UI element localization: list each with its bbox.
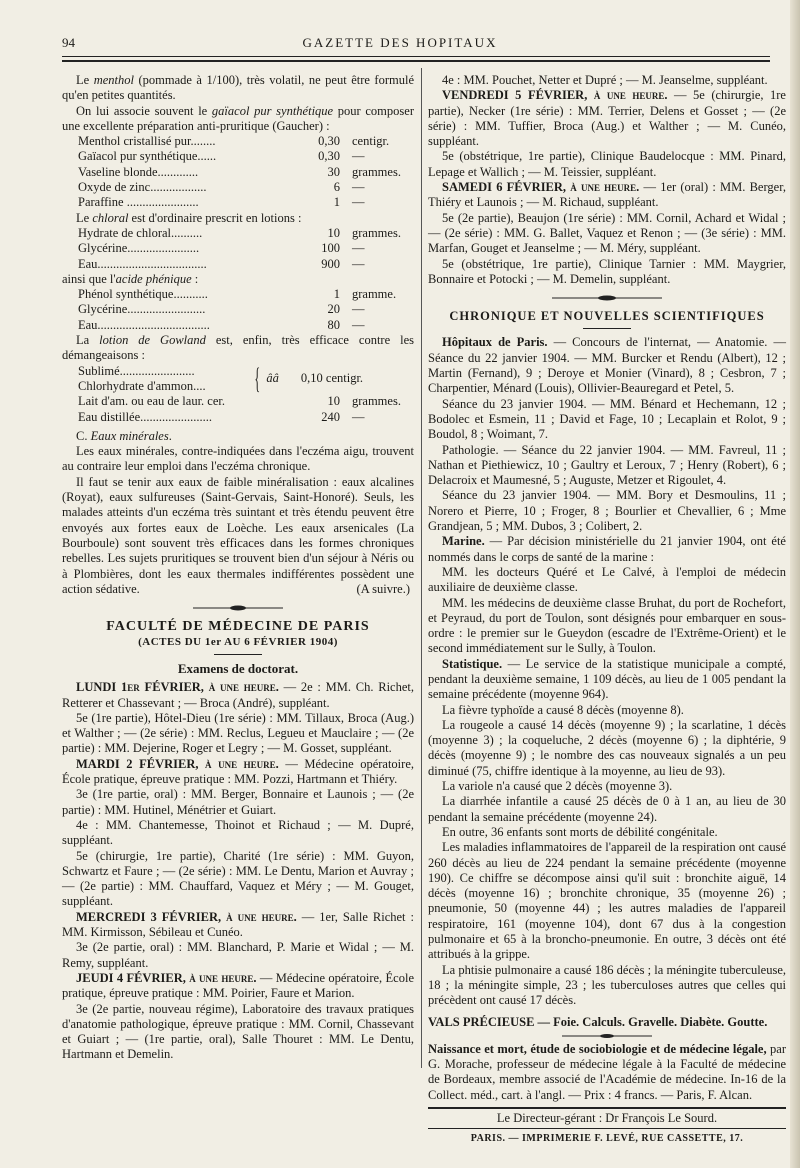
ingredient-unit: — — [352, 180, 365, 195]
gaiacol-paragraph: On lui associe souvent le gaïacol pur synthétique pour composer une excellente préparation anti-pruritique (Gaucher) : — [62, 103, 414, 133]
exam-paragraph — [62, 971, 414, 1002]
paragraph-text: La variole n'a causé que 2 décès (moyenne 3). — [442, 779, 673, 794]
exam-paragraph — [62, 910, 414, 941]
ingredient-name: Phénol synthétique........... — [78, 287, 208, 302]
column-divider — [421, 68, 422, 1068]
news-heading: Marine. — [442, 534, 485, 549]
ingredient-quantity: 30 — [327, 164, 340, 179]
gowland-paragraph: La lotion de Gowland est, enfin, très efficace contre les démangeaisons : — [62, 333, 414, 363]
day-heading: JEUDI 4 FÉVRIER, à une heure. — [76, 970, 257, 985]
paragraph-text: 3e (2e partie, oral) : MM. Blanchard, P. Marie et Widal ; — M. Remy, suppléant. — [62, 940, 414, 970]
paragraph-text: Pathologie. — Séance du 22 janvier 1904. — MM. Favreul, 11 ; Nathan et Piethiewicz, 10 ; Gaultry et Leroux, 7 ; Henry (Robert), 6 ; Delacroix et Maumesné, 5 ; Auguste, Metzer et Rigoulet, 4. — [428, 442, 786, 488]
brace-label: ââ — [266, 371, 279, 386]
recipe-gowland-braced — [62, 361, 414, 395]
exam-paragraph — [428, 211, 786, 257]
paragraph-text: MM. les docteurs Quéré et Le Calvé, à l'emploi de médecin auxiliaire de deuxième classe. — [428, 564, 786, 595]
chloral-paragraph: Le chloral est d'ordinaire prescrit en lotions : — [76, 210, 302, 225]
ingredient-name: Lait d'am. ou eau de laur. cer. — [78, 394, 225, 409]
ingredient-quantity: 10 — [327, 225, 340, 240]
news-heading: Statistique. — [442, 656, 503, 671]
ingredient-name: Sublimé........................ — [78, 363, 195, 378]
exam-paragraph — [62, 757, 414, 788]
recipe-row — [78, 226, 414, 241]
news-paragraph — [428, 825, 786, 840]
recipe-row — [78, 394, 414, 409]
exam-paragraph — [62, 940, 414, 971]
faculte-title: FACULTÉ DE MÉDECINE DE PARIS — [106, 619, 370, 635]
ingredient-name: Oxyde de zinc.................. — [78, 180, 207, 195]
eaux-paragraph-1: Les eaux minérales, contre-indiquées dans l'eczéma aigu, trouvent au contraire leur emploi dans l'eczéma chronique. — [62, 444, 414, 474]
short-rule — [214, 654, 262, 655]
ornament-rule — [193, 605, 283, 611]
news-paragraph — [428, 565, 786, 596]
exam-paragraph — [62, 711, 414, 757]
exam-listing-continued — [428, 73, 786, 287]
recipe-chloral — [62, 226, 414, 272]
paragraph-text: 3e (1re partie, oral) : MM. Berger, Bonnaire et Launois ; — (2e partie) : MM. Hutinel, Ménétrier et Guiart. — [62, 787, 414, 817]
recipe-row — [78, 364, 248, 379]
day-heading: VENDREDI 5 FÉVRIER, à une heure. — [442, 88, 668, 103]
ingredient-unit: — — [352, 241, 365, 256]
ingredient-unit: — — [352, 195, 365, 210]
phenique-paragraph: ainsi que l'acide phénique : — [62, 271, 199, 286]
chronique-title: CHRONIQUE ET NOUVELLES SCIENTIFIQUES — [449, 309, 765, 324]
paragraph-text: 4e : MM. Pouchet, Netter et Dupré ; — M. Jeanselme, suppléant. — [442, 73, 768, 87]
news-paragraph — [428, 534, 786, 565]
recipe-row — [78, 165, 414, 180]
recipe-row — [78, 410, 414, 425]
ingredient-quantity: 100 — [321, 241, 340, 256]
recipe-row — [78, 149, 414, 164]
right-column — [428, 73, 786, 1147]
news-paragraph — [428, 443, 786, 489]
paragraph-text: La phtisie pulmonaire a causé 186 décès ; la méningite tuberculeuse, 18 ; la méningite simple, 23 ; les tuberculoses autres que celles qui précèdent ont causé 17 décès. — [428, 962, 786, 1008]
ingredient-quantity: 10 — [327, 394, 340, 409]
brace-quantity: 0,10 centigr. — [300, 371, 364, 386]
header-rule — [62, 56, 770, 57]
ingredient-quantity: 80 — [327, 317, 340, 332]
chronique-paragraphs — [428, 335, 786, 1008]
ingredient-unit: grammes. — [352, 164, 401, 179]
exam-paragraph — [428, 88, 786, 149]
news-paragraph — [428, 657, 786, 703]
ingredient-quantity: 240 — [321, 409, 340, 424]
paragraph-text: — Concours de l'internat, — Anatomie. — Séance du 22 janvier 1904. — MM. Burcker et Rendu (Albert), 12 ; Martin (Fernand), 9 ; Deroye et Monier (Vinard), 8 ; Cesbron, 7 ; Charpentier, Ménard (Louis), Ollivier-Beauregard et Petel, 5. — [428, 335, 786, 396]
ingredient-unit: gramme. — [352, 287, 397, 302]
news-paragraph — [428, 794, 786, 825]
ingredient-unit: grammes. — [352, 394, 401, 409]
ingredient-unit: — — [352, 256, 365, 271]
paragraph-text: En outre, 36 enfants sont morts de débilité congénitale. — [442, 824, 718, 839]
ingredient-name: Menthol cristallisé pur........ — [78, 134, 216, 149]
ingredient-name: Eau.................................... — [78, 317, 210, 332]
book-notice: Naissance et mort, étude de sociobiologie et de médecine légale, par G. Morache, professeur de médecine légale à la Faculté de médecine de Bordeaux, membre associé de l'Académie de médecine. In-16 de la Collect. méd., cart. à l'angl. — Prix : 4 francs. — Paris, F. Alcan. — [428, 1041, 787, 1102]
recipe-row — [78, 241, 414, 256]
examens-title: Examens de doctorat. — [177, 660, 299, 676]
paragraph-text: 5e (obstétrique, 1re partie), Clinique Tarnier : MM. Maygrier, Bonnaire et Potocki ; — M. Demelin, suppléant. — [428, 256, 786, 286]
ingredient-name: Hydrate de chloral.......... — [78, 225, 203, 240]
news-paragraph — [428, 779, 786, 794]
exam-paragraph — [62, 849, 414, 910]
paragraph-text: 5e (obstétrique, 1re partie), Clinique Baudelocque : MM. Pinard, Lepage et Wallich ; — M. Teissier, suppléant. — [428, 149, 786, 179]
recipe-row — [78, 257, 414, 272]
recipe-row — [78, 195, 414, 210]
paragraph-text: 5e (2e partie), Beaujon (1re série) : MM. Cornil, Achard et Widal ; — (2e série) : MM. G. Ballet, Vaquez et Renon ; — (3e série) : MM. Marfan, Gouget et Jeanselme ; — M. Méry, suppléant. — [428, 210, 786, 256]
gerant-line: Le Directeur-gérant : Dr François Le Sourd. — [428, 1107, 786, 1129]
news-paragraph — [428, 488, 786, 534]
page-number: 94 — [62, 35, 75, 50]
paragraph-text: — 1er (oral) : MM. Berger, Thiéry et Launois ; — M. Richaud, suppléant. — [428, 180, 786, 210]
recipe-phenol — [62, 287, 414, 333]
ingredient-name: Glycérine......................... — [78, 302, 206, 317]
ingredient-name: Vaseline blonde............. — [78, 164, 199, 179]
recipe-row — [78, 134, 414, 149]
ingredient-quantity: 20 — [327, 302, 340, 317]
paragraph-text: — Médecine opératoire, École pratique, épreuve pratique : MM. Pozzi, Hartmann et Thiéry. — [62, 756, 414, 787]
ingredient-quantity: 1 — [333, 287, 340, 302]
news-paragraph — [428, 335, 786, 396]
paragraph-text: 3e (2e partie, nouveau régime), Laboratoire des travaux pratiques d'anatomie pathologique, épreuve pratique : MM. Cornil, Chassevant et Guiart ; — (1re partie, oral), Salle Thouret : MM. Le Dentu, Hartmann et Demelin. — [62, 1001, 414, 1062]
paragraph-text: 4e : MM. Chantemesse, Thoinot et Richaud ; — M. Dupré, suppléant. — [62, 817, 414, 848]
paragraph-text: La rougeole a causé 14 décès (moyenne 9) ; la scarlatine, 1 décès (moyenne 3) ; la coqueluche, 2 décès (moyenne 6) ; la diphtérie, 9 décès (moyenne 9) ; le nombre des cas nouveaux signalés a un peu diminué (75, chiffre identique à la moyenne, au lieu de 93). — [428, 717, 786, 778]
ingredient-quantity: 6 — [333, 180, 340, 195]
paragraph-text: 5e (chirurgie, 1re partie), Charité (1re série) : MM. Guyon, Schwartz et Faure ; — (2e série) : MM. Le Dentu, Marion et Auvray ; — (2e partie) : MM. Chauffard, Vaquez et Méry ; — M. Gouget, suppléant. — [62, 848, 414, 909]
ingredient-name: Eau distillée....................... — [78, 409, 213, 424]
vals-precieuse-ad: VALS PRÉCIEUSE — Foie. Calculs. Gravelle. Diabète. Goutte. — [428, 1014, 768, 1029]
paragraph-text: Séance du 23 janvier 1904. — MM. Bénard et Hechemann, 12 ; Bodolec et Esmein, 11 ; David et Fage, 10 ; Lecaplain et Rolot, 9 ; Boudol, 8 ; Woimant, 7. — [428, 396, 786, 442]
news-paragraph — [428, 703, 786, 718]
paragraph-text: MM. les médecins de deuxième classe Bruhat, du port de Rochefort, et Peyraud, du port de Toulon, sont désignés pour embarquer en sous-ordre : le premier sur le Gueydon (escadre de l'Extrême-Orient) et le second immédiatement sur le Sully, à Toulon. — [428, 595, 786, 656]
ingredient-name: Paraffine ....................... — [78, 195, 199, 210]
paragraph-text: — Médecine opératoire, École pratique, épreuve pratique : MM. Poirier, Faure et Marion. — [62, 970, 414, 1001]
ingredient-quantity: 1 — [333, 195, 340, 210]
paragraph-text: Les maladies inflammatoires de l'appareil de la respiration ont causé 260 décès au lieu de 224 pendant la semaine précédente (moyenne 190). Ce chiffre se décompose ainsi qu'il suit : bronchite aiguë, 14 décès (moyenne 16) ; bronchite chronique, 35 (moyenne 26) ; pneumonie, 50 (moyenne 44) ; les autres maladies de l'appareil respiratoire, 161 (moyenne 104), dont 67 dus à la congestion pulmonaire et 65 à la broncho-pneumonie. En outre, 3 décès ont été attribués à la grippe. — [428, 840, 786, 962]
news-heading: Hôpitaux de Paris. — [442, 335, 548, 350]
exam-paragraph — [62, 787, 414, 818]
page-edge-shadow — [790, 0, 800, 1168]
paragraph-text: La fièvre typhoïde a causé 8 décès (moyenne 8). — [442, 702, 684, 717]
news-paragraph — [428, 718, 786, 779]
ingredient-quantity: 0,30 — [318, 149, 340, 164]
faculte-subtitle: (ACTES DU 1er AU 6 FÉVRIER 1904) — [138, 635, 338, 648]
exam-paragraph — [428, 149, 786, 180]
exam-paragraph — [62, 1002, 414, 1063]
ingredient-unit: — — [352, 149, 365, 164]
ingredient-name: Glycérine....................... — [78, 241, 200, 256]
menthol-paragraph: Le menthol (pommade à 1/100), très volatil, ne peut être formulé qu'en petites quantités. — [62, 73, 414, 103]
paragraph-text: — Par décision ministérielle du 21 janvier 1904, ont été nommés dans le corps de santé de la marine : — [428, 534, 786, 564]
paragraph-text: — 2e : MM. Ch. Richet, Retterer et Chassevant ; — Broca (André), suppléant. — [62, 680, 414, 710]
exam-paragraph — [62, 818, 414, 849]
ingredient-unit: — — [352, 409, 365, 424]
recipe-gowland-rest — [62, 394, 414, 425]
header-rule-thick — [62, 60, 770, 62]
recipe-row — [78, 180, 414, 195]
recipe-row — [78, 379, 248, 394]
exam-paragraph — [428, 73, 786, 88]
day-heading: SAMEDI 6 FÉVRIER, à une heure. — [442, 180, 640, 195]
news-paragraph — [428, 840, 786, 962]
recipe-menthol — [62, 134, 414, 210]
news-paragraph — [428, 397, 786, 443]
ingredient-name: Eau................................... — [78, 256, 207, 271]
recipe-row — [78, 287, 414, 302]
short-rule — [583, 328, 631, 329]
eaux-paragraph-2: Il faut se tenir aux eaux de faible minéralisation : eaux alcalines (Royat), eaux sulfureuses (Saint-Gervais, Saint-Honoré). Seuls, les malades atteints d'un eczéma très suintant et très étendu peuvent être envoyés aux fortes eaux de Loèche. Les eaux arsenicales (La Bourboule) sont souvent très efficaces dans les formes chroniques rebelles. Les sujets pruritiques se trouvent bien d'un séjour à Néris ou à Plombières, dont les eaux thermales indifférentes possèdent une action sédative. — [62, 474, 414, 596]
paragraph-text: — Le service de la statistique municipale a compté, pendant la deuxième semaine, 1 109 décès, au lieu de 1 005 pendant la semaine précédente (moyenne 964). — [428, 656, 786, 702]
a-suivre: (A suivre.) — [356, 582, 410, 597]
ingredient-unit: — — [352, 302, 365, 317]
paragraph-text: Séance du 23 janvier 1904. — MM. Bory et Desmoulins, 11 ; Norero et Pierre, 10 ; Froger, 8 ; Bourlier et Chevallier, 6 ; Mme Grandjean, 5 ; MM. Dubos, 3 ; Colibert, 2. — [428, 488, 786, 534]
running-title: GAZETTE DES HOPITAUX — [302, 35, 498, 50]
paragraph-text: — 5e (chirurgie, 1re partie), Necker (1re série) : MM. Terrier, Delens et Gosset ; — (2e série) : MM. Tuffier, Broca (Aug.) et Walther ; — M. Cunéo, suppléant. — [428, 88, 786, 149]
ingredient-unit: — — [352, 317, 365, 332]
ingredient-quantity: 900 — [321, 256, 340, 271]
day-heading: MERCREDI 3 FÉVRIER, à une heure. — [76, 909, 297, 924]
exam-paragraph — [428, 257, 786, 288]
news-paragraph — [428, 963, 786, 1009]
brace-glyph: { — [254, 361, 261, 395]
paragraph-text: — 1er, Salle Richet : MM. Kirmisson, Sébileau et Cunéo. — [62, 909, 414, 940]
exam-listing — [62, 680, 414, 1062]
day-heading: MARDI 2 FÉVRIER, à une heure. — [76, 756, 279, 771]
paragraph-text: 5e (1re partie), Hôtel-Dieu (1re série) : MM. Tillaux, Broca (Aug.) et Walther ; — (2e série) : MM. Reclus, Legueu et Mauclaire ; — (2e partie) : MM. Dejerine, Roger et Legry ; — M. Gosset, suppléant. — [62, 710, 414, 756]
eaux-heading: C. Eaux minérales. — [76, 428, 172, 443]
exam-paragraph — [62, 680, 414, 711]
ingredient-name: Gaïacol pur synthétique...... — [78, 149, 217, 164]
recipe-row — [78, 302, 414, 317]
ornament-rule — [552, 295, 662, 301]
recipe-row — [78, 318, 414, 333]
ingredient-unit: centigr. — [352, 134, 390, 149]
ingredient-quantity: 0,30 — [318, 134, 340, 149]
day-heading: LUNDI 1er FÉVRIER, à une heure. — [76, 680, 279, 695]
printer-line: PARIS. — IMPRIMERIE F. LEVÉ, RUE CASSETTE, 17. — [470, 1133, 744, 1145]
ornament-rule — [562, 1033, 652, 1039]
ingredient-unit: grammes. — [352, 225, 401, 240]
news-paragraph — [428, 596, 786, 657]
left-column — [62, 73, 414, 1063]
exam-paragraph — [428, 180, 786, 211]
ingredient-name: Chlorhydrate d'ammon.... — [78, 378, 206, 393]
paragraph-text: La diarrhée infantile a causé 25 décès de 0 à 1 an, au lieu de 30 pendant la semaine précédente (moyenne 24). — [428, 794, 786, 824]
